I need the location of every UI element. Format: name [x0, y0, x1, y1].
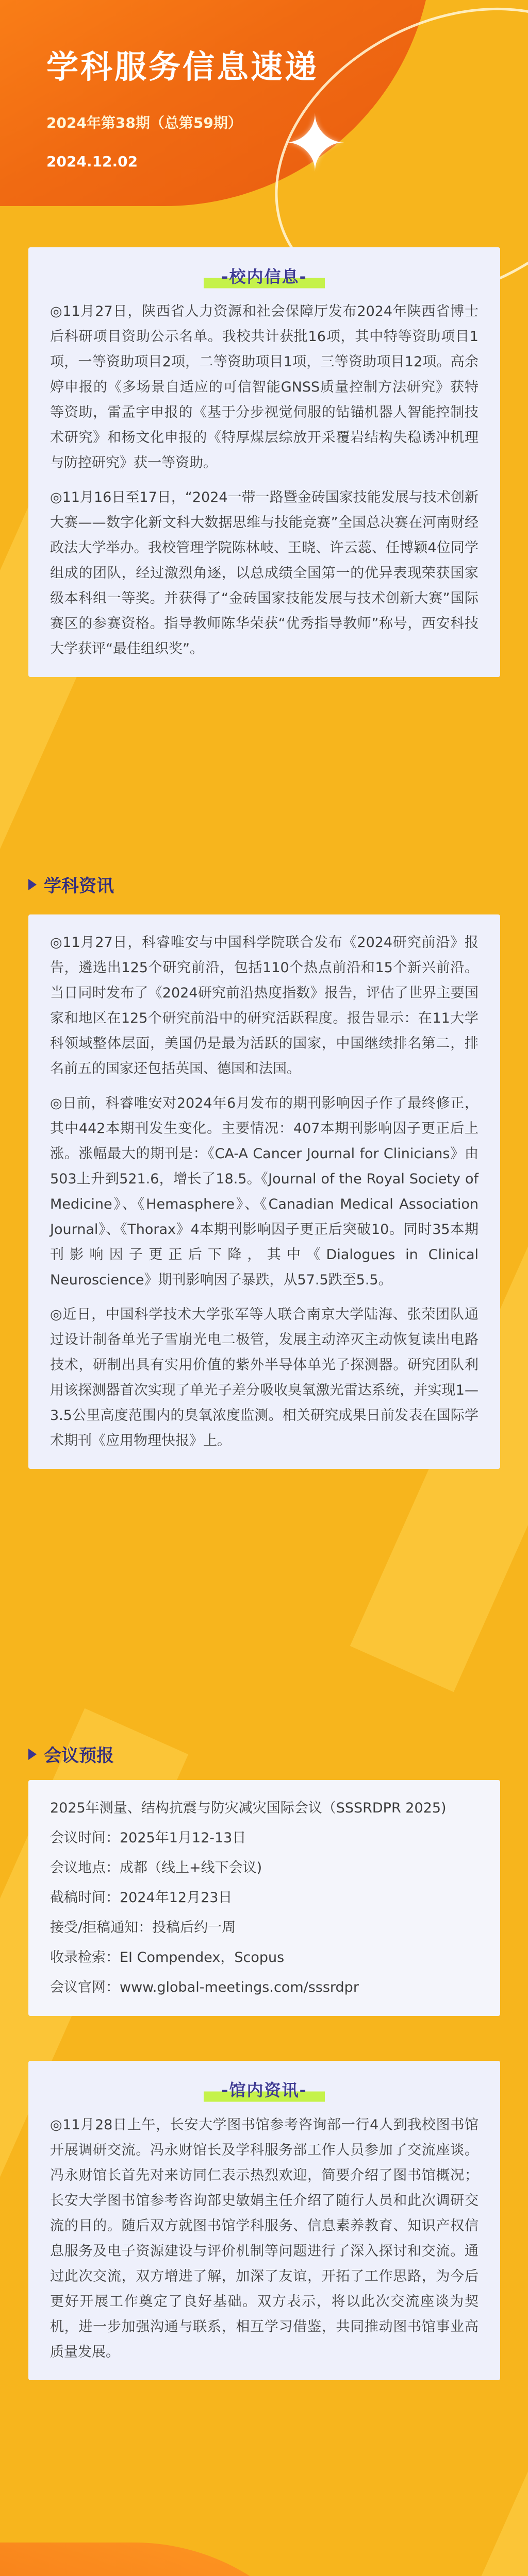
sparkle-icon: ✦ [283, 99, 348, 189]
campus-news-card [28, 247, 500, 677]
conference-location: 会议地点：成都（线上+线下会议) [50, 1860, 262, 1876]
campus-news-title: -校内信息- [204, 263, 325, 291]
library-news-title: -馆内资讯- [204, 2076, 325, 2104]
conference-indexing: 收录检索：EI Compendex，Scopus [50, 1950, 285, 1965]
academic-news-heading [28, 872, 114, 897]
news-paragraph: ◎11月16日至17日，“2024一带一路暨金砖国家技能发展与技术创新大赛——数字化新文科大数据思维与技能竞赛”全国总决赛在河南财经政法大学举办。我校管理学院陈林岐、王晓、许云蕊、任博颖4位同学组成的团队，经过激烈角逐，以总成绩全国第一的优异表现荣获国家级本科组一等奖。并获得了“金砖国家技能发展与技术创新大赛”国际赛区的参赛资格。指导教师陈华荣获“优秀指导教师”称号，西安科技大学获评“最佳组织奖”。 [50, 489, 478, 657]
conference-notification: 接受/拒稿通知：投稿后约一周 [50, 1920, 236, 1936]
conference-name: 2025年测量、结构抗震与防灾减灾国际会议（SSSRDPR 2025) [50, 1800, 447, 1816]
triangle-icon [28, 879, 37, 890]
news-paragraph: ◎11月27日，科睿唯安与中国科学院联合发布《2024研究前沿》报告，遴选出125个研究前沿，包括110个热点前沿和15个新兴前沿。当日同时发布了《2024研究前沿热度指数》报告，评估了世界主要国家和地区在125个研究前沿中的研究活跃程度。报告显示：在11大学科领域整体层面，美国仍是最为活跃的国家，中国继续排名第二，排名前五的国家还包括英国、德国和法国。 [50, 935, 478, 1077]
academic-news-card [28, 914, 500, 1469]
news-paragraph: ◎11月28日上午，长安大学图书馆参考咨询部一行4人到我校图书馆开展调研交流。冯永财馆长及学科服务部工作人员参加了交流座谈。冯永财馆长首先对来访同仁表示热烈欢迎，简要介绍了图书馆概况；长安大学图书馆参考咨询部史敏娟主任介绍了随行人员和此次调研交流的目的。随后双方就图书馆学科服务、信息素养教育、知识产权信息服务及电子资源建设与评价机制等问题进行了深入探讨和交流。通过此次交流，双方增进了解，加深了友谊，开拓了工作思路，为今后更好开展工作奠定了良好基础。双方表示，将以此次交流座谈为契机，进一步加强沟通与联系，相互学习借鉴，共同推动图书馆事业高质量发展。 [50, 2117, 478, 2360]
academic-news-title: 学科资讯 [44, 876, 114, 896]
news-paragraph: ◎近日，中国科学技术大学张军等人联合南京大学陆海、张荣团队通过设计制备单光子雪崩光电二极管，发展主动淬灭主动恢复读出电路技术，研制出具有实用价值的紫外半导体单光子探测器。研究团队利用该探测器首次实现了单光子差分吸收臭氧激光雷达系统，并实现1—3.5公里高度范围内的臭氧浓度监测。相关研究成果日前发表在国际学术期刊《应用物理快报》上。 [50, 1307, 478, 1449]
conference-time: 会议时间：2025年1月12-13日 [50, 1830, 246, 1846]
conference-deadline: 截稿时间：2024年12月23日 [50, 1890, 233, 1906]
news-paragraph: ◎11月27日，陕西省人力资源和社会保障厅发布2024年陕西省博士后科研项目资助公示名单。我校共计获批16项，其中特等资助项目1项，一等资助项目2项，二等资助项目1项，三等资助项目12项。高余婷申报的《多场景自适应的可信智能GNSS质量控制方法研究》获特等资助，雷孟宇申报的《基于分步视觉伺服的钻锚机器人智能控制技术研究》和杨文化申报的《特厚煤层综放开采覆岩结构失稳诱冲机理与防控研究》获一等资助。 [50, 303, 478, 471]
footer-background [0, 2543, 351, 2576]
conference-title: 会议预报 [44, 1745, 114, 1766]
conference-card [28, 1780, 500, 2016]
issue-date: 2024.12.02 [46, 153, 138, 170]
conference-heading [28, 1741, 114, 1767]
library-news-card [28, 2061, 500, 2380]
issue-number: 2024年第38期（总第59期） [46, 114, 242, 131]
conference-website[interactable]: 会议官网：www.global-meetings.com/sssrdpr [50, 1979, 359, 1995]
triangle-icon [28, 1749, 37, 1760]
page-title: 学科服务信息速递 [46, 48, 319, 86]
news-paragraph: ◎日前，科睿唯安对2024年6月发布的期刊影响因子作了最终修正，其中442本期刊发生变化。主要情况：407本期刊影响因子更正后上涨。涨幅最大的期刊是：《CA-A Cancer Journal for Clinicians》由503上升到521.6，增长了18.5。《Journal of the Royal Society of Medicine》、《Hemasphere》、《Canadian Medical Association Journal》、《Thorax》4本期刊影响因子更正后突破10。同时35本期刊影响因子更正后下降，其中《Dialogues in Clinical Neuroscience》期刊影响因子暴跌，从57.5跌至5.5。 [50, 1095, 478, 1288]
header [46, 41, 319, 170]
